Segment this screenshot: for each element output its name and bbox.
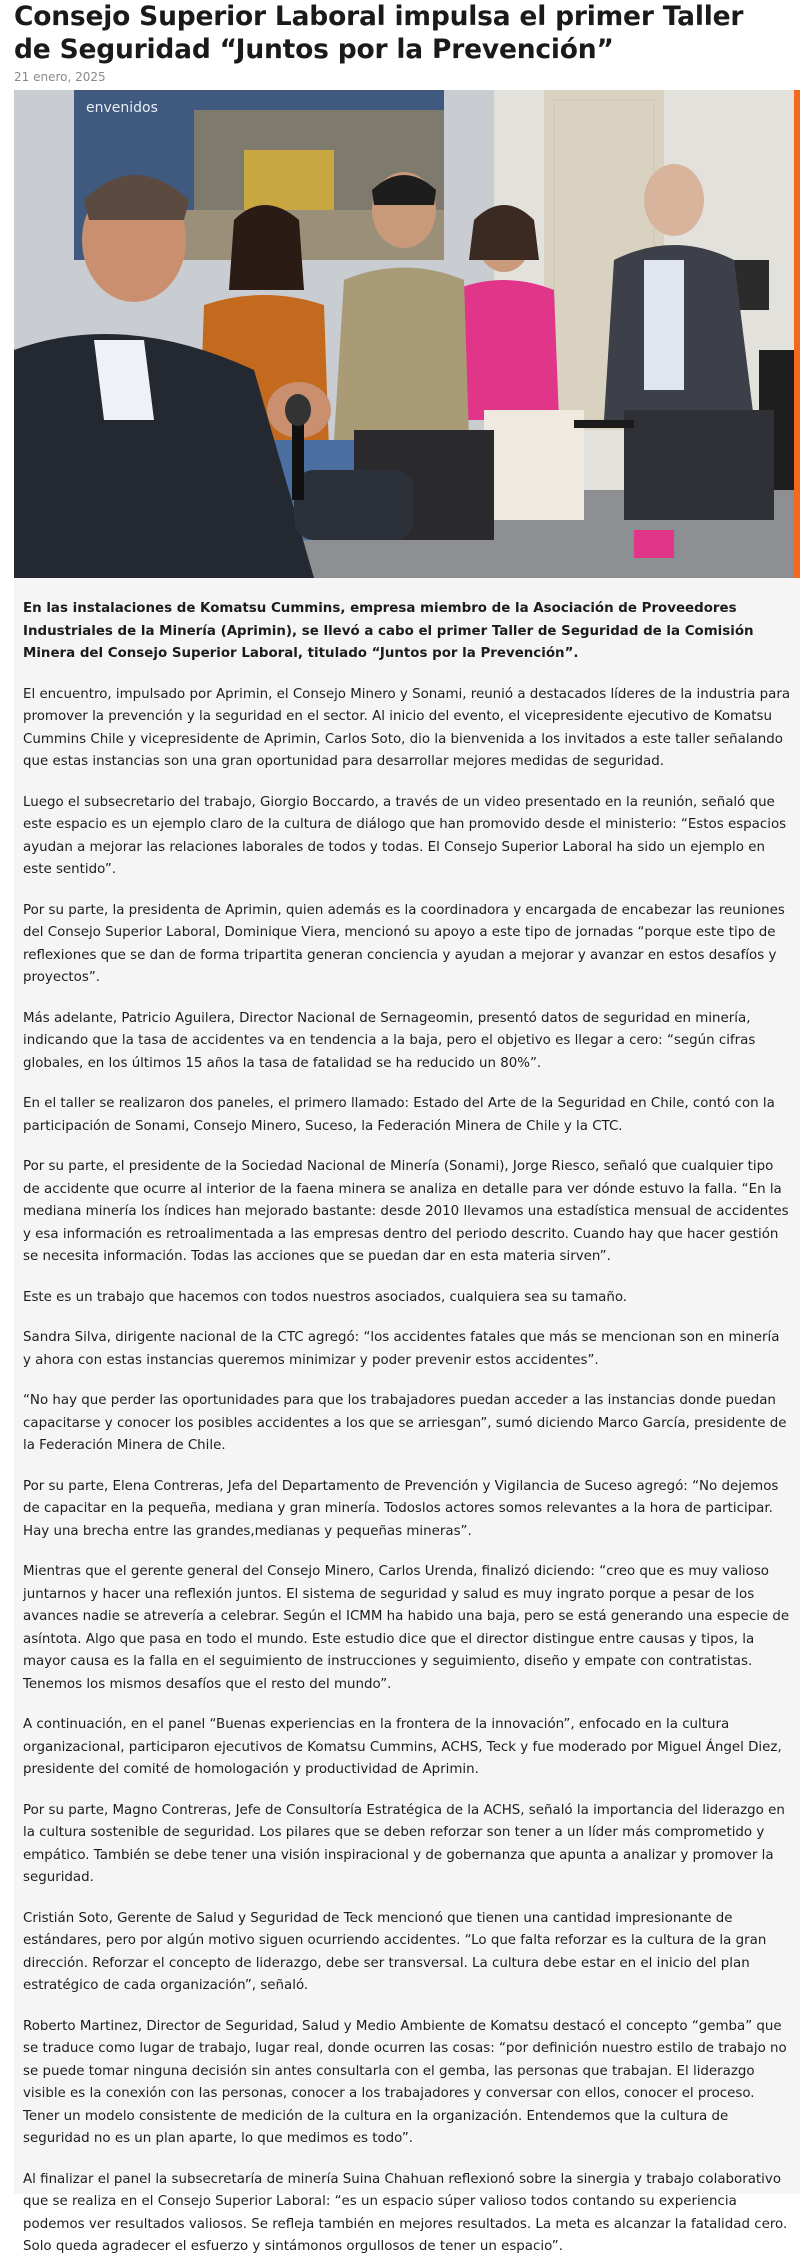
paragraph: Mientras que el gerente general del Consejo Minero, Carlos Urenda, finalizó diciendo: “creo que es muy valioso juntarnos y hacer una reflexión juntos. El sistema de seguridad y salud es muy ingrato porque a pesar de los avances nadie se atrevería a celebrar. Según el ICMM ha habido una baja, pero se está generando una especie de asíntota. Algo que pasa en todo el mundo. Este estudio dice que el director distingue entre causas y tipos, la mayor causa es la falla en el seguimiento de instrucciones y seguimiento, diseño y empate con contratistas. Tenemos los mismos desafíos que el resto del mundo”. [23,1564,790,1692]
paragraph: A continuación, en el panel “Buenas experiencias en la frontera de la innovación”, enfocado en la cultura organizacional, participaron ejecutivos de Komatsu Cummins, ACHS, Teck y fue moderado por Miguel Ángel Diez, presidente del comité de homologación y productividad de Aprimin. [23,1717,782,1777]
publish-date: 21 enero, 2025 [14,70,106,84]
paragraph: Más adelante, Patricio Aguilera, Director Nacional de Sernageomin, presentó datos de seguridad en minería, indicando que la tasa de accidentes va en tendencia a la baja, pero el objetivo es llegar a cero: “según cifras globales, en los últimos 15 años la tasa de fatalidad se ha reducido un 80%”. [23,1010,756,1071]
lead-paragraph: En las instalaciones de Komatsu Cummins, empresa miembro de la Asociación de Proveedores Industriales de la Minería (Aprimin), se llevó a cabo el primer Taller de Seguridad de la Comisión Minera del Consejo Superior Laboral, titulado “Juntos por la Prevención”. [23,601,754,661]
paragraph: Luego el subsecretario del trabajo, Giorgio Boccardo, a través de un video presentado en la reunión, señaló que este espacio es un ejemplo claro de la cultura de diálogo que han promovido desde el ministerio: “Estos espacios ayudan a mejorar las relaciones laborales de todos y todas. El Consejo Superior Laboral ha sido un ejemplo en este sentido”. [23,794,787,877]
article-title: Consejo Superior Laboral impulsa el primer Taller de Seguridad “Juntos por la Prevención” [14,1,744,65]
microphone-icon [292,420,304,500]
paragraph: Este es un trabajo que hacemos con todos nuestros asociados, cualquiera sea su tamaño. [23,1289,628,1305]
paragraph: Roberto Martinez, Director de Seguridad, Salud y Medio Ambiente de Komatsu destacó el concepto “gemba” que se traduce como lugar de trabajo, lugar real, donde ocurren las cosas: “por definición nuestro estilo de trabajo no se puede tomar ninguna decisión sin antes consultarla con el gemba, las personas que trabajan. El liderazgo visible es la conexión con las personas, conocer a los trabajadores y conversar con ellos, conocer el proceso. Tener un modelo consistente de medición de la cultura en la organización. Entendemos que la cultura de seguridad no es un plan aparte, lo que medimos es todo”. [23,2018,787,2146]
paragraph: Por su parte, el presidente de la Sociedad Nacional de Minería (Sonami), Jorge Riesco, señaló que cualquier tipo de accidente que ocurre al interior de la faena minera se analiza en detalle para ver dónde estuvo la falla. “En la mediana minería los índices han mejorado bastante: desde 2010 llevamos una estadística mensual de accidentes y esa información es retroalimentada a las empresas dentro del periodo descrito. Cuando hay que hacer gestión se necesita información. Todas las acciones que se puedan dar en esta materia sirven”. [23,1159,789,1264]
hero-photo [14,90,800,578]
paragraph: Sandra Silva, dirigente nacional de la CTC agregó: “los accidentes fatales que más se mencionan son en minería y ahora con estas instancias queremos minimizar y poder prevenir estos accidentes”. [23,1330,780,1368]
paragraph: Cristián Soto, Gerente de Salud y Seguridad de Teck mencionó que tienen una cantidad impresionante de estándares, pero por algún motivo siguen ocurriendo accidentes. “Lo que falta reforzar es la cultura de la gran dirección. Reforzar el concepto de liderazgo, debe ser transversal. La cultura debe estar en el inicio del plan estratégico de cada organización”, señaló. [23,1910,767,1993]
paragraph: Por su parte, Magno Contreras, Jefe de Consultoría Estratégica de la ACHS, señaló la importancia del liderazgo en la cultura sostenible de seguridad. Los pilares que se deben reforzar son tener a un líder más comprometido y empático. También se debe tener una visión inspiracional y de gobernanza que apunta a analizar y promover la seguridad. [23,1802,785,1885]
accent-bar [794,90,800,578]
paragraph: Por su parte, Elena Contreras, Jefa del Departamento de Prevención y Vigilancia de Suceso agregó: “No dejemos de capacitar en la pequeña, mediana y gran minería. Todoslos actores somos relevantes a la hora de participar. Hay una brecha entre las grandes,medianas y pequeñas mineras”. [23,1478,779,1539]
paragraph: El encuentro, impulsado por Aprimin, el Consejo Minero y Sonami, reunió a destacados líderes de la industria para promover la prevención y la seguridad en el sector. Al inicio del evento, el vicepresidente ejecutivo de Komatsu Cummins Chile y vicepresidente de Aprimin, Carlos Soto, dio la bienvenida a los invitados a este taller señalando que estas instancias son una gran oportunidad para desarrollar mejores medidas de seguridad. [23,686,791,769]
paragraph: Al finalizar el panel la subsecretaría de minería Suina Chahuan reflexionó sobre la sinergia y trabajo colaborativo que se realiza en el Consejo Superior Laboral: “es un espacio súper valioso todos contando su experiencia podemos ver resultados valiosos. Se refleja también en mejores resultados. La meta es alcanzar la fatalidad cero. Solo queda agradecer el esfuerzo y sintámonos orgullosos de tener un espacio”. [23,2171,788,2254]
paragraph: En el taller se realizaron dos paneles, el primero llamado: Estado del Arte de la Seguridad en Chile, contó con la participación de Sonami, Consejo Minero, Suceso, la Federación Minera de Chile y la CTC. [23,1096,775,1134]
screen-banner-text: envenidos [86,100,158,116]
paragraph: Por su parte, la presidenta de Aprimin, quien además es la coordinadora y encargada de encabezar las reuniones del Consejo Superior Laboral, Dominique Viera, mencionó su apoyo a este tipo de jornadas “porque este tipo de reflexiones que se dan de forma tripartita generan conciencia y ayudan a mejorar y avanzar en estos desafíos y proyectos”. [23,902,785,985]
paragraph: “No hay que perder las oportunidades para que los trabajadores puedan acceder a las instancias donde puedan capacitarse y conocer los posibles accidentes a los que se arriesgan”, sumó diciendo Marco García, presidente de la Federación Minera de Chile. [23,1393,787,1453]
article-body [14,578,800,2254]
panel-discussion-photo [14,90,800,578]
